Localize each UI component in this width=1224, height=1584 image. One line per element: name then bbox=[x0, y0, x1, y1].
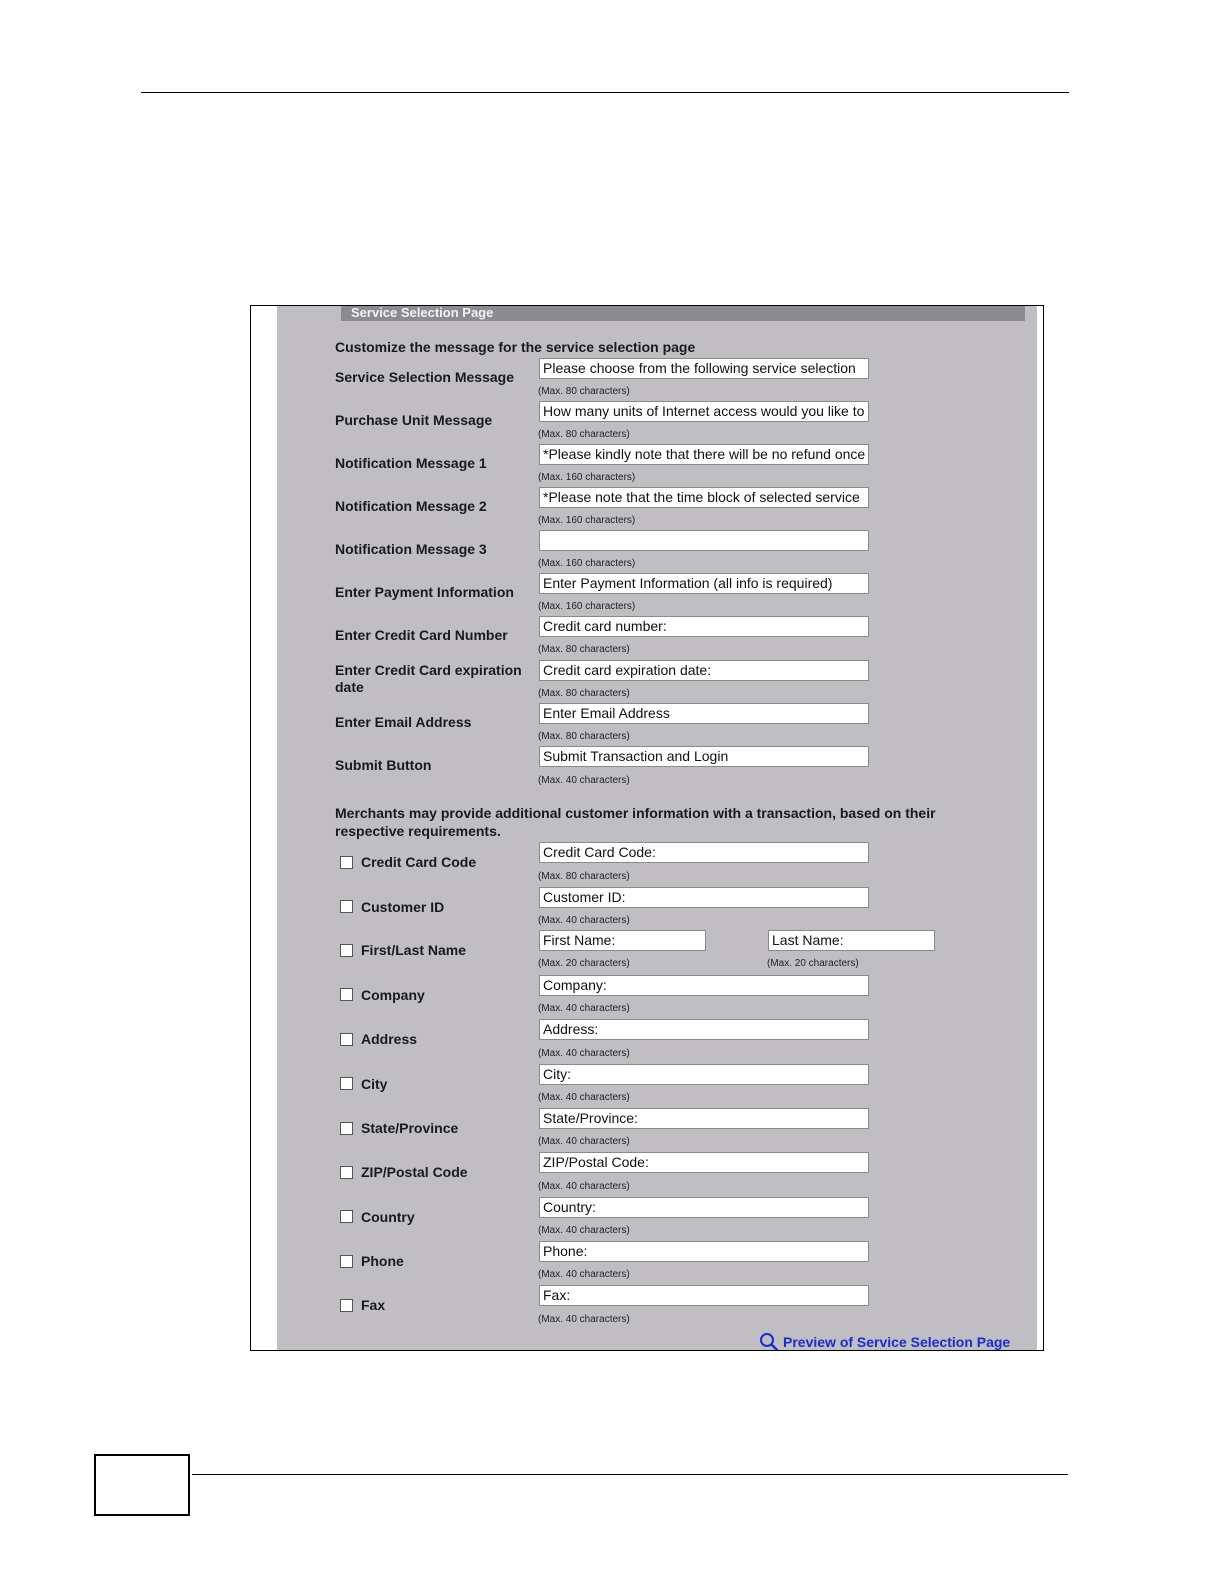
notification-message-1-input[interactable]: *Please kindly note that there will be no refund once bbox=[539, 444, 869, 465]
country-input[interactable]: Country: bbox=[539, 1197, 869, 1218]
fax-checkbox[interactable] bbox=[340, 1299, 353, 1312]
hint-notification-message-3: (Max. 160 characters) bbox=[538, 558, 636, 569]
header-rule bbox=[141, 92, 1069, 93]
service-selection-message-input[interactable]: Please choose from the following service selection bbox=[539, 358, 869, 379]
city-checkbox[interactable] bbox=[340, 1077, 353, 1090]
label-purchase-unit-message: Purchase Unit Message bbox=[335, 412, 493, 428]
hint-enter-credit-card-number: (Max. 80 characters) bbox=[538, 644, 630, 655]
hint-credit-card-code: (Max. 80 characters) bbox=[538, 871, 630, 882]
hint-notification-message-2: (Max. 160 characters) bbox=[538, 515, 636, 526]
label-credit-card-code: Credit Card Code bbox=[361, 854, 477, 870]
enter-credit-card-expiration-input[interactable]: Credit card expiration date: bbox=[539, 660, 869, 681]
hint-first-name: (Max. 20 characters) bbox=[538, 958, 630, 969]
preview-link[interactable] bbox=[759, 1332, 1010, 1351]
customer-id-checkbox[interactable] bbox=[340, 900, 353, 913]
zip-postal-code-checkbox[interactable] bbox=[340, 1166, 353, 1179]
company-checkbox[interactable] bbox=[340, 988, 353, 1001]
page-number-box bbox=[94, 1454, 190, 1516]
screenshot-frame bbox=[250, 305, 1044, 1351]
customer-id-input[interactable]: Customer ID: bbox=[539, 887, 869, 908]
label-company: Company bbox=[361, 987, 425, 1003]
label-notification-message-3: Notification Message 3 bbox=[335, 541, 487, 557]
company-input[interactable]: Company: bbox=[539, 975, 869, 996]
label-fax: Fax bbox=[361, 1297, 386, 1313]
config-panel bbox=[277, 306, 1037, 1351]
label-enter-credit-card-number: Enter Credit Card Number bbox=[335, 627, 508, 643]
notification-message-3-input[interactable] bbox=[539, 530, 869, 551]
section-heading-customer-info-line2: respective requirements. bbox=[335, 823, 501, 839]
hint-state-province: (Max. 40 characters) bbox=[538, 1136, 630, 1147]
label-first-last-name: First/Last Name bbox=[361, 942, 467, 958]
purchase-unit-message-input[interactable]: How many units of Internet access would you like to bbox=[539, 401, 869, 422]
label-country: Country bbox=[361, 1209, 415, 1225]
enter-payment-information-input[interactable]: Enter Payment Information (all info is required) bbox=[539, 573, 869, 594]
label-enter-email-address: Enter Email Address bbox=[335, 714, 472, 730]
label-enter-credit-card-expiration-line2: date bbox=[335, 679, 364, 695]
credit-card-code-checkbox[interactable] bbox=[340, 856, 353, 869]
first-name-input[interactable]: First Name: bbox=[539, 930, 706, 951]
state-province-input[interactable]: State/Province: bbox=[539, 1108, 869, 1129]
hint-phone: (Max. 40 characters) bbox=[538, 1269, 630, 1280]
hint-country: (Max. 40 characters) bbox=[538, 1225, 630, 1236]
label-service-selection-message: Service Selection Message bbox=[335, 369, 514, 385]
hint-enter-payment-information: (Max. 160 characters) bbox=[538, 601, 636, 612]
label-address: Address bbox=[361, 1031, 418, 1047]
hint-customer-id: (Max. 40 characters) bbox=[538, 915, 630, 926]
city-input[interactable]: City: bbox=[539, 1064, 869, 1085]
hint-submit-button: (Max. 40 characters) bbox=[538, 775, 630, 786]
hint-service-selection-message: (Max. 80 characters) bbox=[538, 386, 630, 397]
country-checkbox[interactable] bbox=[340, 1210, 353, 1223]
enter-email-address-input[interactable]: Enter Email Address bbox=[539, 703, 869, 724]
label-zip-postal-code: ZIP/Postal Code bbox=[361, 1164, 468, 1180]
hint-purchase-unit-message: (Max. 80 characters) bbox=[538, 429, 630, 440]
first-last-name-checkbox[interactable] bbox=[340, 944, 353, 957]
hint-address: (Max. 40 characters) bbox=[538, 1048, 630, 1059]
footer-rule bbox=[192, 1474, 1068, 1475]
address-checkbox[interactable] bbox=[340, 1033, 353, 1046]
last-name-input[interactable]: Last Name: bbox=[768, 930, 935, 951]
hint-enter-credit-card-expiration: (Max. 80 characters) bbox=[538, 688, 630, 699]
zip-postal-code-input[interactable]: ZIP/Postal Code: bbox=[539, 1152, 869, 1173]
magnifier-icon bbox=[759, 1332, 779, 1351]
label-city: City bbox=[361, 1076, 388, 1092]
label-state-province: State/Province bbox=[361, 1120, 459, 1136]
label-phone: Phone bbox=[361, 1253, 404, 1269]
label-customer-id: Customer ID bbox=[361, 899, 445, 915]
hint-notification-message-1: (Max. 160 characters) bbox=[538, 472, 636, 483]
submit-button-text-input[interactable]: Submit Transaction and Login bbox=[539, 746, 869, 767]
panel-title: Service Selection Page bbox=[351, 305, 494, 320]
hint-city: (Max. 40 characters) bbox=[538, 1092, 630, 1103]
hint-fax: (Max. 40 characters) bbox=[538, 1314, 630, 1325]
notification-message-2-input[interactable]: *Please note that the time block of selected service bbox=[539, 487, 869, 508]
hint-company: (Max. 40 characters) bbox=[538, 1003, 630, 1014]
panel-title-bar bbox=[341, 306, 1025, 321]
fax-input[interactable]: Fax: bbox=[539, 1285, 869, 1306]
section-heading-customer-info: Merchants may provide additional customer information with a transaction, based on their bbox=[335, 805, 936, 821]
credit-card-code-input[interactable]: Credit Card Code: bbox=[539, 842, 869, 863]
hint-last-name: (Max. 20 characters) bbox=[767, 958, 859, 969]
phone-input[interactable]: Phone: bbox=[539, 1241, 869, 1262]
label-enter-credit-card-expiration: Enter Credit Card expiration bbox=[335, 662, 522, 678]
label-notification-message-1: Notification Message 1 bbox=[335, 455, 487, 471]
label-submit-button: Submit Button bbox=[335, 757, 432, 773]
hint-enter-email-address: (Max. 80 characters) bbox=[538, 731, 630, 742]
address-input[interactable]: Address: bbox=[539, 1019, 869, 1040]
preview-link-label[interactable]: Preview of Service Selection Page bbox=[783, 1334, 1011, 1350]
section-heading-messages: Customize the message for the service selection page bbox=[335, 339, 696, 355]
phone-checkbox[interactable] bbox=[340, 1255, 353, 1268]
label-enter-payment-information: Enter Payment Information bbox=[335, 584, 514, 600]
state-province-checkbox[interactable] bbox=[340, 1122, 353, 1135]
hint-zip-postal-code: (Max. 40 characters) bbox=[538, 1181, 630, 1192]
enter-credit-card-number-input[interactable]: Credit card number: bbox=[539, 616, 869, 637]
label-notification-message-2: Notification Message 2 bbox=[335, 498, 487, 514]
